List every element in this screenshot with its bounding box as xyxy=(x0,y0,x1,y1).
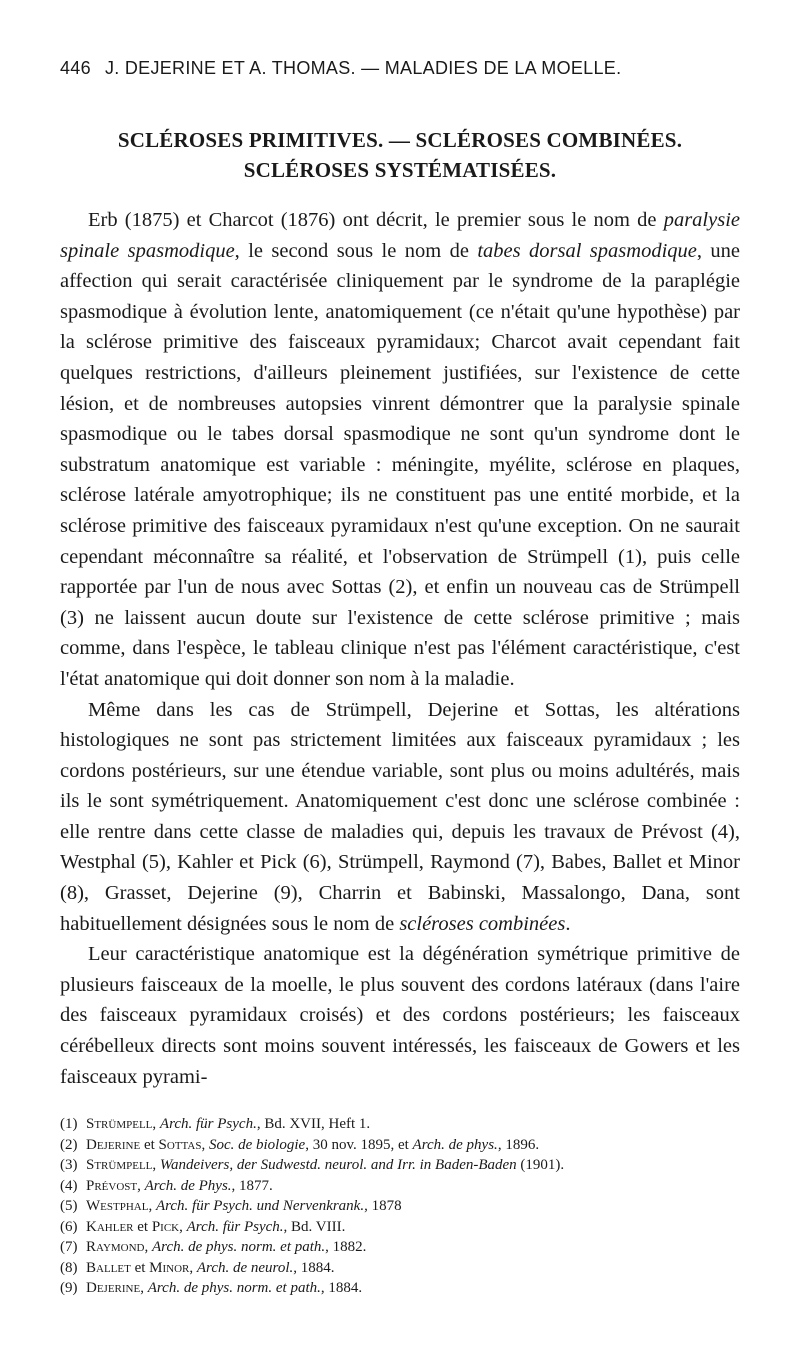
footnote-author: Pick xyxy=(151,1218,180,1235)
paragraph-text: Erb (1875) et Charcot (1876) ont décrit, le premier sous le nom de xyxy=(88,209,664,231)
footnote-source: Arch. für Psych. xyxy=(186,1218,284,1235)
footnote-separator: , xyxy=(201,1136,209,1153)
footnote xyxy=(60,1114,740,1135)
footnote xyxy=(60,1217,740,1238)
footnote-source: Arch. de phys. xyxy=(412,1136,498,1153)
footnote-author: Ballet xyxy=(86,1259,131,1276)
term-paralysie-spinale-spasmodique: paralysie spinale spasmodique xyxy=(60,209,740,262)
running-header xyxy=(60,58,740,79)
paragraph-text: , le second sous le nom de xyxy=(234,239,478,262)
footnote xyxy=(60,1196,740,1217)
paragraph-1 xyxy=(60,205,740,695)
footnote-author: Westphal xyxy=(86,1198,149,1215)
footnote-details: , 1884. xyxy=(293,1259,335,1276)
footnote-author: Dejerine xyxy=(86,1136,141,1153)
footnote-author: Prévost xyxy=(86,1177,138,1194)
footnote-number: (2) xyxy=(60,1136,78,1153)
footnote-number: (7) xyxy=(60,1239,78,1256)
section-title-line-2: SCLÉROSES SYSTÉMATISÉES. xyxy=(243,158,557,182)
footnote-number: (1) xyxy=(60,1116,78,1133)
footnote-separator: , xyxy=(179,1218,187,1235)
footnote-author: Raymond xyxy=(86,1239,145,1256)
footnote-separator: , xyxy=(148,1198,156,1215)
footnote-separator: , xyxy=(137,1177,145,1194)
footnote-details: , 1882. xyxy=(325,1239,367,1256)
footnote xyxy=(60,1135,740,1156)
footnote-author: Minor xyxy=(149,1259,190,1276)
footnote-separator: , xyxy=(189,1259,197,1276)
paragraph-text: Même dans les cas de Strümpell, Dejerine et Sottas, les altérations histologiques ne sont pas strictement limitées aux faisceaux pyramidaux ; les cordons postérieurs, sur une étendue variable, sont plus ou moins adultérés, mais ils le sont symétriquement. Anatomiquement c'est donc une sclérose combinée : elle rentre dans cette classe de maladies qui, depuis les travaux de Prévost (4), Westphal (5), Kahler et Pick (6), Strümpell, Raymond (7), Babes, Ballet et Minor (8), Grasset, Dejerine (9), Charrin et Babinski, Massalongo, Dana, sont habituellement désignées sous le nom de xyxy=(60,698,740,935)
footnote-separator: , xyxy=(152,1116,160,1133)
footnote-details: , Bd. XVII, Heft 1. xyxy=(256,1116,371,1133)
term-tabes-dorsal-spasmodique: tabes dorsal spasmodique xyxy=(477,239,697,262)
footnote-number: (4) xyxy=(60,1177,78,1194)
footnote xyxy=(60,1176,740,1197)
footnote-details: , 1877. xyxy=(231,1177,273,1194)
footnote-source: Arch. de phys. norm. et path. xyxy=(152,1239,326,1256)
paragraph-text: Leur caractéristique anatomique est la dégénération symétrique primitive de plusieurs faisceaux de la moelle, le plus souvent des cordons latéraux (dans l'aire des faisceaux pyramidaux croisés) et des cordons postérieurs; les faisceaux cérébelleux directs sont moins souvent intéressés, les faisceaux de Gowers et les faisceaux pyrami- xyxy=(60,943,740,1088)
footnote-author: Strümpell xyxy=(86,1157,153,1174)
footnote-source: Arch. de phys. norm. et path. xyxy=(147,1280,321,1297)
footnote-source: Soc. de biologie xyxy=(208,1136,306,1153)
footnote-source: Wandeivers, der Sudwestd. neurol. and Irr. in Baden-Baden xyxy=(159,1157,517,1174)
footnote-details: , Bd. VIII. xyxy=(283,1218,346,1235)
footnote-author: Kahler xyxy=(86,1218,134,1235)
footnote-separator: , xyxy=(144,1239,152,1256)
footnote-details: , 30 nov. 1895, et xyxy=(305,1136,413,1153)
page-number: 446 xyxy=(60,58,91,78)
footnote-source: Arch. de Phys. xyxy=(144,1177,232,1194)
footnote-number: (8) xyxy=(60,1259,78,1276)
running-title: J. DEJERINE ET A. THOMAS. — MALADIES DE LA MOELLE. xyxy=(104,58,622,78)
footnotes xyxy=(60,1114,740,1299)
footnote-number: (5) xyxy=(60,1198,78,1215)
footnote xyxy=(60,1258,740,1279)
paragraph-text: . xyxy=(565,912,571,935)
footnote-number: (6) xyxy=(60,1218,78,1235)
footnote-separator: , xyxy=(140,1280,148,1297)
body-text xyxy=(60,205,740,1092)
footnote-number: (9) xyxy=(60,1280,78,1297)
footnote-conjunction: et xyxy=(140,1136,159,1153)
footnote xyxy=(60,1155,740,1176)
paragraph-3 xyxy=(60,939,740,1092)
term-scleroses-combinees: scléroses combinées xyxy=(399,912,566,935)
footnote-conjunction: et xyxy=(130,1259,150,1276)
footnote-details: (1901). xyxy=(516,1157,565,1174)
footnote-number: (3) xyxy=(60,1157,78,1174)
footnote-author: Strümpell xyxy=(86,1116,153,1133)
section-title-line-1: SCLÉROSES PRIMITIVES. — SCLÉROSES COMBINÉES. xyxy=(117,128,683,152)
footnote-conjunction: et xyxy=(133,1218,152,1235)
footnote-author: Dejerine xyxy=(86,1280,141,1297)
paragraph-text: , une affection qui serait caractérisée cliniquement par le syndrome de la paraplégie spasmodique à évolution lente, anatomiquement (ce n'était qu'une hypothèse) par la sclérose primitive des faisceaux pyramidaux; Charcot avait cependant fait quelques restrictions, d'ailleurs pleinement justifiées, sur l'existence de cette lésion, et de nombreuses autopsies vinrent démontrer que la paralysie spinale spasmodique ou le tabes dorsal spasmodique ne sont qu'un syndrome dont le substratum anatomique est variable : méningite, myélite, sclérose en plaques, sclérose latérale amyotrophique; ils ne constituent pas une entité morbide, et la sclérose primitive des faisceaux pyramidaux n'est qu'une exception. On ne saurait cependant méconnaître sa réalité, et l'observation de Strümpell (1), puis celle rapportée par l'un de nous avec Sottas (2), et enfin un nouveau cas de Strümpell (3) ne laissent aucun doute sur l'existence de cette sclérose primitive ; mais comme, dans l'espèce, le tableau clinique n'est pas l'élément caractéristique, c'est l'état anatomique qui doit donner son nom à la maladie. xyxy=(60,239,740,690)
footnote-author: Sottas xyxy=(158,1136,202,1153)
paragraph-2 xyxy=(60,695,740,940)
footnote-source: Arch. de neurol. xyxy=(196,1259,294,1276)
footnote-source: Arch. für Psych. xyxy=(159,1116,257,1133)
footnote xyxy=(60,1237,740,1258)
footnote xyxy=(60,1278,740,1299)
page xyxy=(60,58,740,1299)
footnote-source: Arch. für Psych. und Nervenkrank. xyxy=(155,1198,365,1215)
footnote-details: , 1878 xyxy=(364,1198,402,1215)
footnote-separator: , xyxy=(152,1157,160,1174)
footnote-details: , 1884. xyxy=(320,1280,363,1297)
section-title xyxy=(60,125,740,185)
footnote-details: , 1896. xyxy=(497,1136,540,1153)
